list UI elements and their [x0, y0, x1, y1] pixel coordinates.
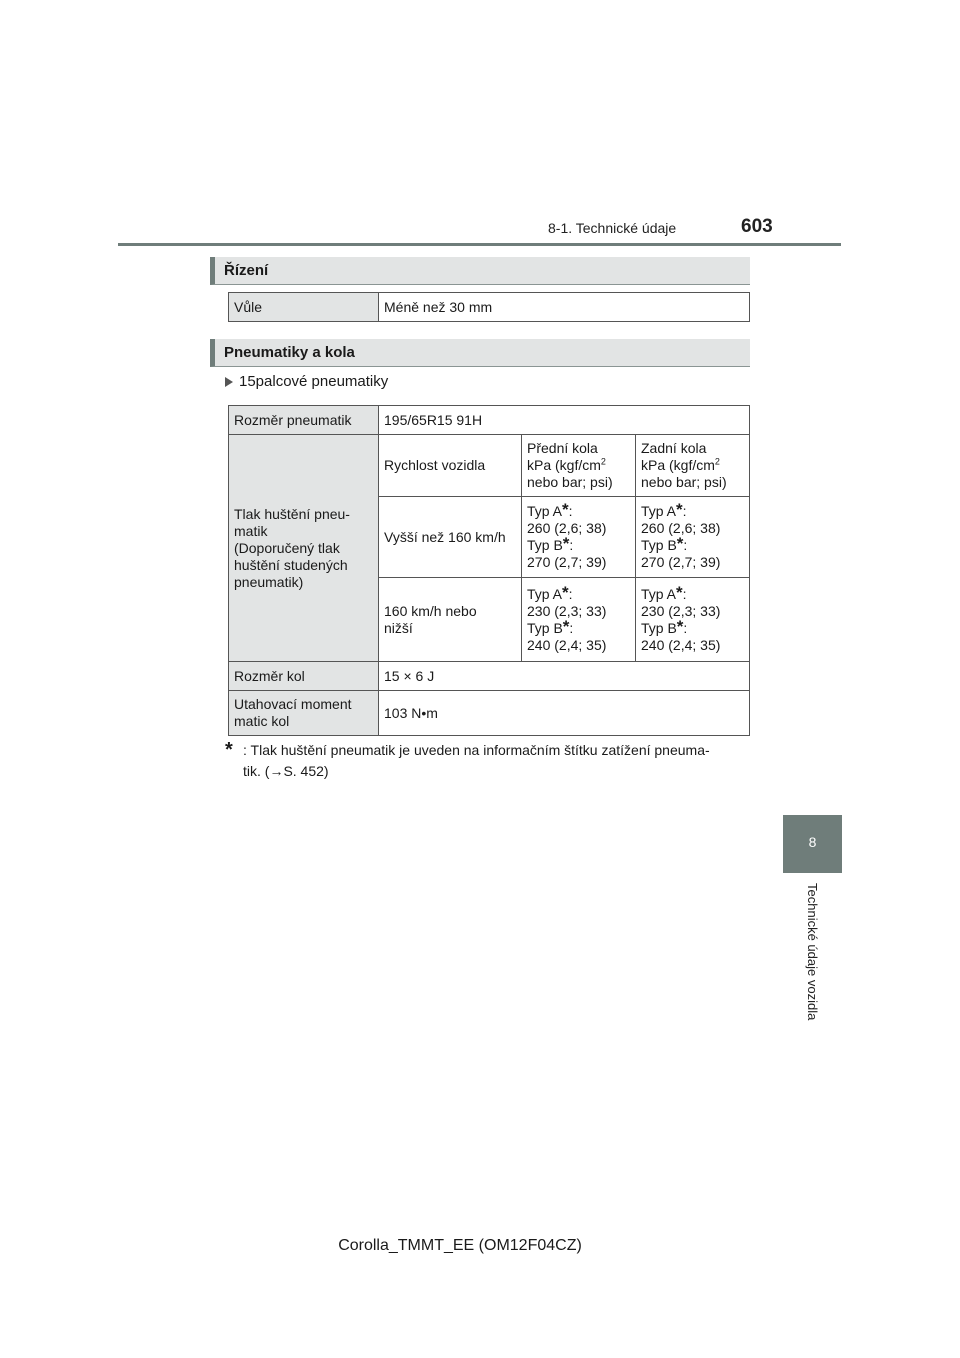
tire-size-label: Rozměr pneumatik [229, 406, 379, 435]
steering-heading-text: Řízení [224, 262, 269, 279]
chapter-label [800, 883, 820, 1043]
wheel-size-label: Rozměr kol [229, 662, 379, 691]
header-divider [118, 243, 841, 246]
wheel-size-value: 15 × 6 J [379, 662, 750, 691]
torque-label: Utahovací moment matic kol [229, 691, 379, 736]
page-number: 603 [741, 216, 773, 237]
front-header: Přední kola kPa ($kgf/cm^2$ nebo bar; psi) [522, 435, 636, 497]
steering-heading [210, 257, 750, 285]
tire-size-value: 195/65R15 91H [379, 406, 750, 435]
footnote-line-1: : Tlak huštění pneumatik je uveden na informačním štítku zatížení pneuma- [243, 742, 710, 758]
tires-heading [210, 339, 750, 367]
speed-high: Vyšší než 160 km/h [379, 497, 522, 578]
tire-subheading-text: 15palcové pneumatiky [239, 373, 389, 390]
chapter-tab [783, 815, 842, 873]
tire-subheading [225, 373, 388, 390]
chapter-number: 8 [808, 834, 817, 850]
high-front-values: Typ A*: 260 (2,6; 38) Typ B*: 270 (2,7; 39) [522, 497, 636, 578]
play-value: Méně než 30 mm [379, 293, 750, 322]
section-title: 8-1. Technické údaje [548, 220, 677, 236]
triangle-bullet-icon [225, 377, 233, 387]
table-row [229, 293, 750, 322]
table-row [229, 691, 750, 736]
low-rear-values: Typ A*: 230 (2,3; 33) Typ B*: 240 (2,4; 35) [636, 578, 750, 662]
speed-header: Rychlost vozidla [379, 435, 522, 497]
tires-heading-text: Pneumatiky a kola [224, 344, 355, 361]
steering-table [228, 292, 750, 322]
footnote-line-2: tik. (→S. 452) [243, 763, 329, 779]
play-label: Vůle [229, 293, 379, 322]
table-row [229, 662, 750, 691]
tire-table [228, 405, 750, 736]
low-front-values: Typ A*: 230 (2,3; 33) Typ B*: 240 (2,4; 35) [522, 578, 636, 662]
footnote [225, 740, 755, 782]
footnote-marker: * [225, 739, 233, 761]
table-row [229, 406, 750, 435]
document-footer: Corolla_TMMT_EE (OM12F04CZ) [338, 1237, 582, 1254]
torque-value: 103 N•m [379, 691, 750, 736]
chapter-label-text: Technické údaje vozidla [805, 883, 820, 1021]
table-row [229, 435, 750, 497]
speed-low: 160 km/h nebo nižší [379, 578, 522, 662]
rear-header: Zadní kola kPa ($kgf/cm^2$ nebo bar; psi) [636, 435, 750, 497]
pressure-label: Tlak huštění pneu- matik (Doporučený tlak huštění studených pneumatik) [229, 435, 379, 662]
high-rear-values: Typ A*: 260 (2,6; 38) Typ B*: 270 (2,7; 39) [636, 497, 750, 578]
